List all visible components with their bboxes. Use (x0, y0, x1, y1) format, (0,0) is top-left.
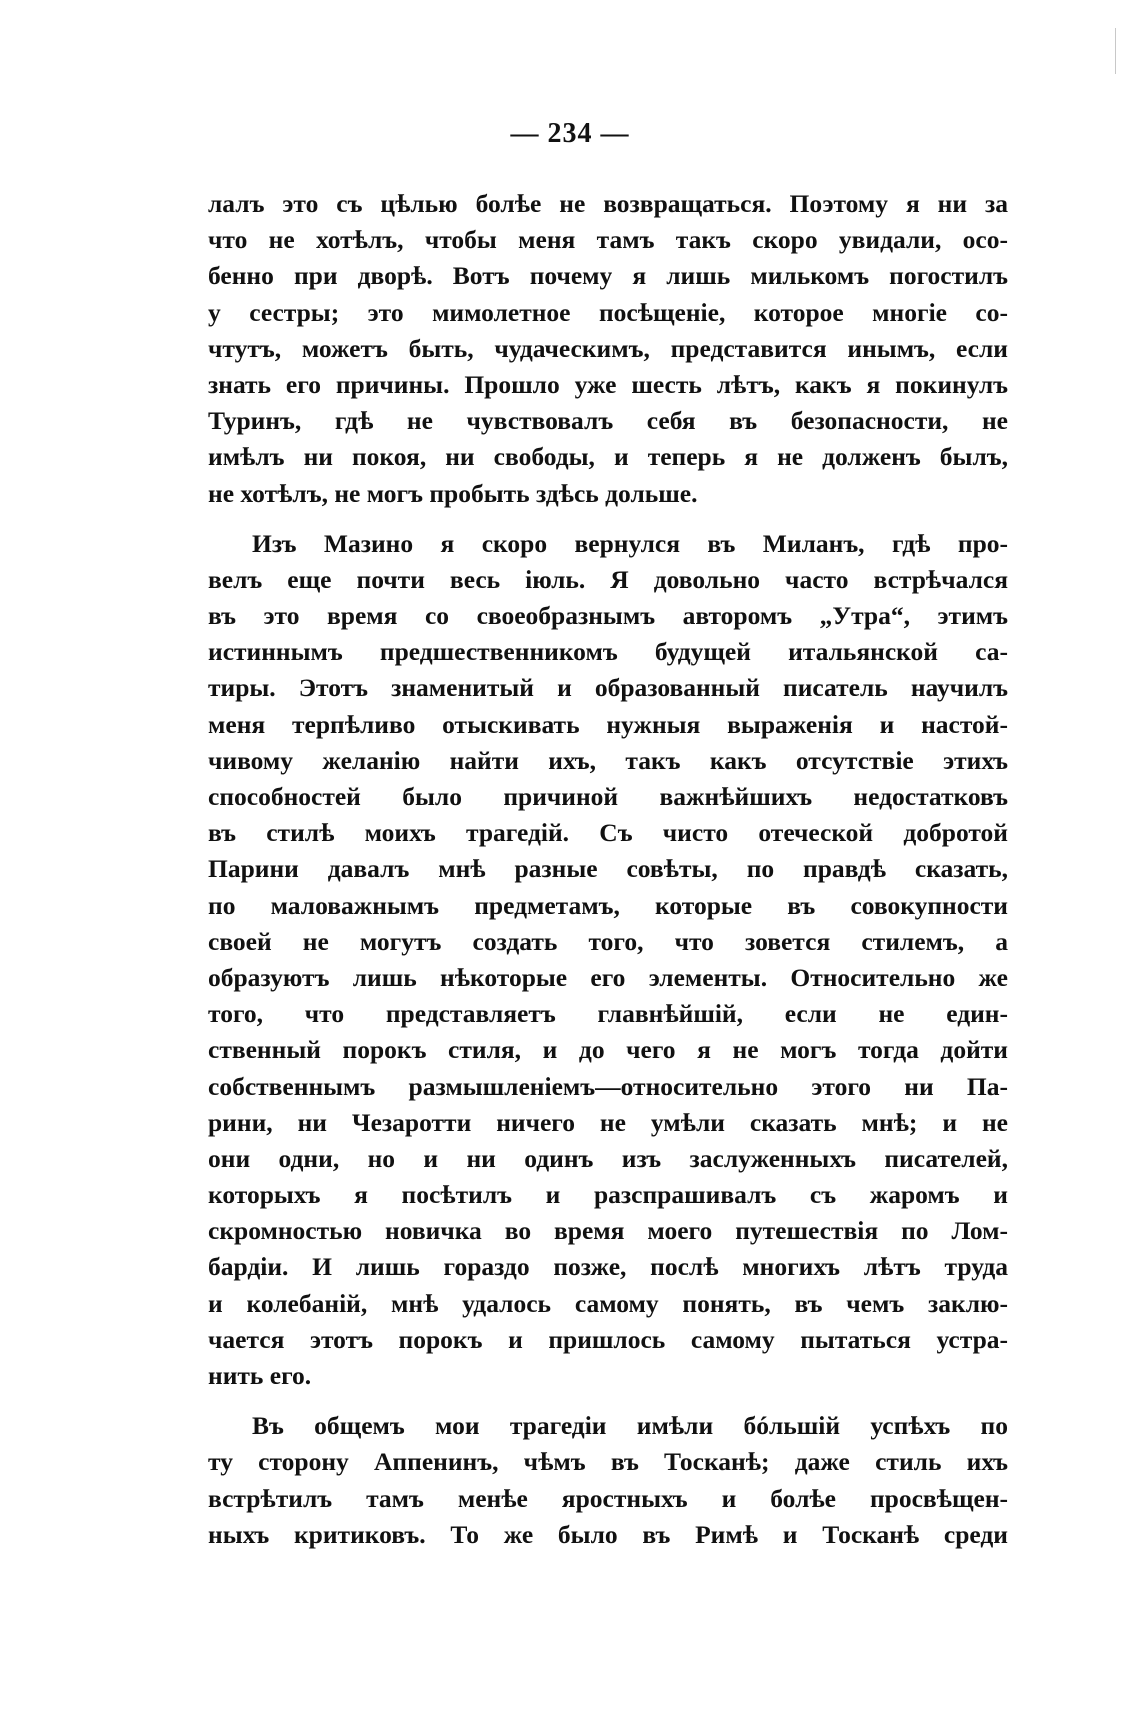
text-line: чается этотъ порокъ и пришлось самому пытаться устра- (208, 1324, 1008, 1354)
text-line: въ это время со своеобразнымъ авторомъ „Утра“, этимъ (208, 601, 1008, 631)
text-line: Парини давалъ мнѣ разные совѣты, по правдѣ сказать, (208, 854, 1008, 884)
text-line: Въ общемъ мои трагедіи имѣли бóльшій успѣхъ по (252, 1411, 1008, 1441)
text-line: имѣлъ ни покоя, ни свободы, и теперь я не долженъ былъ, (208, 442, 1008, 472)
text-line: тиры. Этотъ знаменитый и образованный писатель научилъ (208, 673, 1008, 703)
text-line: образуютъ лишь нѣкоторые его элементы. Относительно же (208, 962, 1008, 992)
text-line: бенно при дворѣ. Вотъ почему я лишь милькомъ погостилъ (208, 261, 1008, 291)
text-line: нить его. (208, 1361, 312, 1390)
text-line: ныхъ критиковъ. То же было въ Римѣ и Тосканѣ среди (208, 1519, 1008, 1549)
text-line: рини, ни Чезаротти ничего не умѣли сказать мнѣ; и не (208, 1107, 1008, 1137)
text-line: истиннымъ предшественникомъ будущей итальянской са- (208, 637, 1008, 667)
text-line: лалъ это съ цѣлью болѣе не возвращаться. Поэтому я ни за (208, 189, 1008, 218)
paragraph (208, 1408, 1008, 1553)
paragraph (208, 186, 1008, 512)
text-line: и колебаній, мнѣ удалось самому понять, въ чемъ заклю- (208, 1288, 1008, 1318)
text-line: чивому желанію найти ихъ, такъ какъ отсутствіе этихъ (208, 745, 1008, 775)
text-line: ту сторону Аппенинъ, чѣмъ въ Тосканѣ; даже стиль ихъ (208, 1447, 1008, 1477)
text-line: бардіи. И лишь гораздо позже, послѣ многихъ лѣтъ труда (208, 1252, 1008, 1282)
text-line: встрѣтилъ тамъ менѣе яростныхъ и болѣе просвѣщен- (208, 1483, 1008, 1513)
text-line: у сестры; это мимолетное посѣщеніе, которое многіе со- (208, 297, 1008, 327)
text-line: что не хотѣлъ, чтобы меня тамъ такъ скоро увидали, осо- (208, 225, 1008, 255)
text-line: знать его причины. Прошло уже шесть лѣтъ, какъ я покинулъ (208, 369, 1008, 399)
text-line: не хотѣлъ, не могъ пробыть здѣсь дольше. (208, 478, 698, 508)
text-line: ственный порокъ стиля, и до чего я не могъ тогда дойти (208, 1035, 1008, 1065)
text-line: чтутъ, можетъ быть, чудаческимъ, представится инымъ, если (208, 333, 1008, 363)
text-line: по маловажнымъ предметамъ, которые въ совокупности (208, 890, 1008, 920)
paragraph-spacer (208, 512, 1008, 526)
text-line: они одни, но и ни одинъ изъ заслуженныхъ писателей, (208, 1143, 1008, 1173)
text-line: собственнымъ размышленіемъ—относительно этого ни Па- (208, 1071, 1008, 1101)
paragraph (208, 526, 1008, 1395)
page-number: — 234 — (510, 118, 630, 149)
scan-edge-mark (1115, 28, 1116, 74)
body-text (208, 186, 1008, 1553)
text-line: въ стилѣ моихъ трагедій. Съ чисто отеческой добротой (208, 818, 1008, 848)
text-line: того, что представляетъ главнѣйшій, если не един- (208, 999, 1008, 1029)
text-line: меня терпѣливо отыскивать нужныя выраженія и настой- (208, 709, 1008, 739)
text-line: которыхъ я посѣтилъ и разспрашивалъ съ жаромъ и (208, 1180, 1008, 1210)
text-line: способностей было причиной важнѣйшихъ недостатковъ (208, 782, 1008, 811)
text-line: своей не могутъ создать того, что зовется стилемъ, а (208, 926, 1008, 956)
paragraph-spacer (208, 1394, 1008, 1408)
text-line: велъ еще почти весь іюль. Я довольно часто встрѣчался (208, 564, 1008, 594)
text-line: скромностью новичка во время моего путешествія по Лом- (208, 1216, 1008, 1246)
text-line: Изъ Мазино я скоро вернулся въ Миланъ, гдѣ про- (252, 528, 1008, 558)
text-line: Туринъ, гдѣ не чувствовалъ себя въ безопасности, не (208, 406, 1008, 436)
